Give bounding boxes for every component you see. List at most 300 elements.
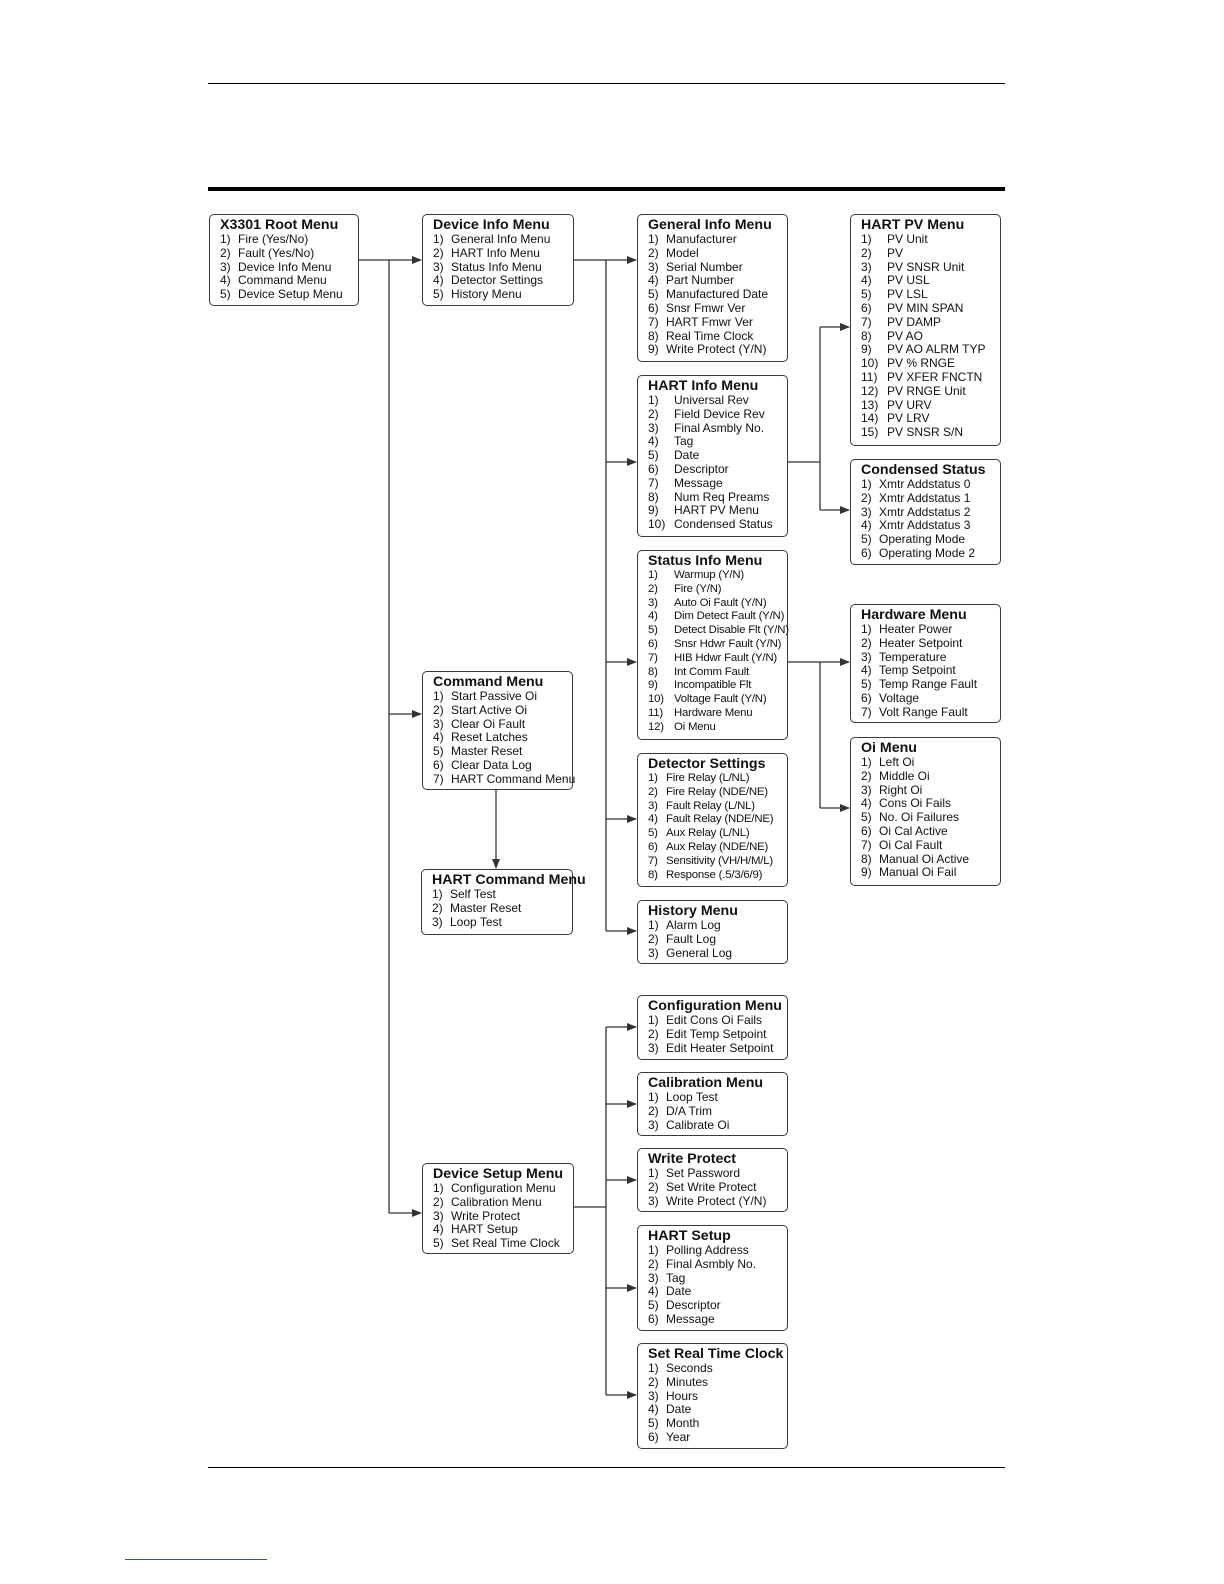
- menu-item-label: Heater Setpoint: [879, 635, 963, 650]
- menu-item: [648, 449, 787, 463]
- menu-item-label: Manufactured Date: [666, 287, 769, 302]
- menu-item-number: 1): [648, 1243, 659, 1257]
- menu-item-number: 2): [648, 1103, 659, 1118]
- menu-item-number: 2): [433, 1194, 444, 1209]
- menu-item-number: 6): [648, 300, 659, 315]
- menu-item-label: Descriptor: [674, 461, 729, 476]
- menu-item: [861, 825, 1000, 839]
- menu-item-label: Date: [666, 1284, 692, 1299]
- menu-item: [433, 1196, 573, 1210]
- menu-item: [648, 827, 787, 841]
- menu-item-number: 9): [861, 342, 872, 357]
- menu-item-number: 6): [648, 637, 658, 650]
- menu-item-label: Start Active Oi: [451, 702, 528, 717]
- menu-item-number: 8): [648, 868, 658, 881]
- menu-item-label: Xmtr Addstatus 3: [879, 518, 971, 533]
- menu-item-label: Response (.5/3/6/9): [666, 868, 763, 881]
- menu-item: [648, 569, 787, 583]
- menu-item: [433, 771, 576, 787]
- menu-title: HART Info Menu: [648, 378, 759, 394]
- menu-item-label: Num Req Preams: [674, 489, 770, 504]
- menu-item-number: 11): [648, 706, 664, 719]
- menu-item-number: 5): [648, 1416, 659, 1431]
- menu-item-label: Device Info Menu: [238, 259, 332, 274]
- menu-item-label: Set Real Time Clock: [451, 1236, 560, 1251]
- menu-item-number: 8): [861, 328, 872, 343]
- menu-item-list: [648, 1091, 787, 1132]
- menu-item: [861, 784, 1000, 798]
- menu-item: [432, 902, 572, 916]
- menu-item-label: Year: [666, 1429, 691, 1444]
- menu-item-label: Snsr Hdwr Fault (Y/N): [674, 637, 782, 650]
- menu-item-number: 4): [648, 1402, 659, 1417]
- menu-item: [648, 274, 787, 288]
- menu-item-number: 3): [861, 504, 872, 519]
- menu-item-label: Condensed Status: [674, 517, 773, 532]
- menu-item-number: 3): [433, 1208, 444, 1223]
- menu-item-label: Month: [666, 1416, 700, 1431]
- menu-item-label: Clear Oi Fault: [451, 716, 526, 731]
- menu-item-label: Write Protect (Y/N): [666, 342, 767, 357]
- menu-item-number: 8): [648, 489, 659, 504]
- menu-item: [433, 718, 572, 732]
- menu-item-number: 7): [861, 704, 872, 719]
- menu-title: Detector Settings: [648, 756, 766, 772]
- menu-item-number: 1): [648, 918, 659, 932]
- menu-item: [648, 1272, 787, 1286]
- menu-item-number: 2): [648, 785, 658, 798]
- menu-item-label: D/A Trim: [666, 1103, 713, 1118]
- menu-item-label: Oi Cal Active: [879, 823, 948, 838]
- menu-item-number: 3): [648, 1388, 659, 1403]
- menu-title: HART PV Menu: [861, 217, 965, 233]
- menu-item-label: Fire (Y/N): [674, 582, 722, 595]
- menu-item-label: PV % RNGE: [887, 356, 956, 371]
- menu-item-label: Command Menu: [238, 273, 327, 288]
- menu-item-list: [648, 1167, 787, 1208]
- menu-item: [648, 933, 787, 947]
- menu-item-label: Set Write Protect: [666, 1179, 757, 1194]
- menu-item: [861, 261, 1000, 275]
- menu-item-label: HART Fmwr Ver: [666, 314, 753, 329]
- menu-item: [648, 302, 787, 316]
- menu-item: [648, 919, 787, 933]
- menu-item: [433, 274, 573, 288]
- menu-item-number: 12): [648, 720, 664, 733]
- menu-item-number: 1): [648, 1013, 659, 1027]
- menu-box-device-setup: [422, 1163, 574, 1254]
- menu-item: [433, 704, 572, 718]
- menu-item-number: 1): [861, 622, 872, 636]
- menu-item-label: PV XFER FNCTN: [887, 369, 983, 384]
- menu-item: [220, 247, 358, 261]
- menu-item: [861, 547, 1000, 561]
- menu-item: [648, 477, 787, 491]
- menu-item: [861, 343, 1000, 357]
- menu-item-label: Left Oi: [879, 755, 915, 769]
- menu-item-number: 7): [861, 837, 872, 852]
- menu-item-label: Part Number: [666, 273, 735, 288]
- menu-item-number: 4): [648, 1284, 659, 1299]
- menu-item-number: 5): [648, 827, 658, 840]
- menu-item-label: PV SNSR Unit: [887, 259, 965, 274]
- menu-item-label: Universal Rev: [674, 393, 749, 407]
- menu-item-label: Final Asmbly No.: [666, 1256, 757, 1271]
- menu-item-number: 1): [432, 887, 443, 901]
- menu-box-general-info: [637, 214, 788, 362]
- menu-item: [861, 866, 1000, 880]
- menu-item: [648, 1028, 787, 1042]
- menu-item-number: 3): [433, 259, 444, 274]
- menu-item-list: [648, 1244, 787, 1327]
- menu-item-number: 3): [861, 259, 872, 274]
- menu-item-label: Tag: [666, 1270, 686, 1285]
- menu-item-number: 6): [648, 1311, 659, 1326]
- menu-item-number: 6): [433, 757, 444, 772]
- menu-item: [433, 1237, 573, 1251]
- menu-item-number: 1): [861, 477, 872, 491]
- menu-item-number: 2): [648, 1374, 659, 1389]
- menu-item: [220, 233, 358, 247]
- menu-title: HART Setup: [648, 1228, 731, 1244]
- menu-item: [648, 408, 787, 422]
- menu-item: [648, 1014, 787, 1028]
- menu-item-label: Manufacturer: [666, 232, 737, 246]
- menu-item-number: 6): [861, 690, 872, 705]
- menu-box-root: [209, 214, 359, 306]
- menu-item: [433, 690, 572, 704]
- menu-box-hart-pv: [850, 214, 1001, 446]
- menu-item-number: 4): [648, 813, 658, 826]
- menu-item-number: 5): [861, 287, 872, 302]
- menu-item: [861, 478, 1000, 492]
- menu-item-label: Fire (Yes/No): [238, 232, 309, 246]
- menu-item: [648, 813, 787, 827]
- menu-item: [433, 233, 573, 247]
- menu-item-number: 2): [861, 768, 872, 783]
- menu-item: [861, 288, 1000, 302]
- menu-item-label: HART Setup: [451, 1222, 518, 1237]
- menu-item-list: [648, 1362, 787, 1445]
- menu-item: [648, 1167, 787, 1181]
- menu-item-number: 4): [648, 610, 658, 623]
- menu-item-list: [861, 233, 1000, 440]
- menu-item-number: 9): [648, 342, 659, 357]
- menu-item-label: Edit Cons Oi Fails: [666, 1013, 763, 1027]
- menu-item: [861, 623, 1000, 637]
- menu-item-label: Device Setup Menu: [238, 287, 343, 302]
- menu-item-number: 7): [861, 314, 872, 329]
- menu-item: [861, 247, 1000, 261]
- menu-item-number: 10): [648, 693, 664, 706]
- menu-item-label: Calibrate Oi: [666, 1117, 730, 1132]
- menu-item-number: 8): [648, 665, 658, 678]
- menu-item: [648, 261, 787, 275]
- menu-item-label: Xmtr Addstatus 1: [879, 490, 971, 505]
- menu-item-label: Manual Oi Active: [879, 851, 970, 866]
- menu-item-number: 1): [220, 232, 231, 246]
- menu-item: [648, 693, 787, 707]
- menu-item: [861, 637, 1000, 651]
- menu-item: [861, 756, 1000, 770]
- menu-item-number: 3): [648, 259, 659, 274]
- menu-item-label: Start Passive Oi: [451, 689, 538, 703]
- menu-item-list: [861, 478, 1000, 561]
- menu-item: [861, 506, 1000, 520]
- menu-item: [861, 692, 1000, 706]
- menu-title: Status Info Menu: [648, 553, 763, 569]
- menu-item: [648, 491, 787, 505]
- menu-item-number: 10): [648, 517, 666, 532]
- menu-item-label: Fire Relay (L/NL): [666, 772, 750, 784]
- menu-item-label: PV: [887, 245, 904, 260]
- menu-box-hart-info: [637, 375, 788, 537]
- menu-item-label: Status Info Menu: [451, 259, 542, 274]
- menu-item-number: 7): [648, 475, 659, 490]
- menu-box-calibration: [637, 1072, 788, 1136]
- menu-box-device-info: [422, 214, 574, 306]
- menu-item-label: Real Time Clock: [666, 328, 754, 343]
- menu-item: [648, 394, 787, 408]
- menu-item-number: 1): [433, 689, 444, 703]
- menu-item: [433, 759, 572, 773]
- menu-item-label: Minutes: [666, 1374, 709, 1389]
- menu-item-number: 5): [861, 810, 872, 825]
- menu-item-number: 2): [220, 245, 231, 260]
- menu-item-label: HART PV Menu: [674, 503, 759, 518]
- menu-item: [648, 1195, 787, 1209]
- menu-item-number: 5): [648, 1298, 659, 1313]
- menu-item-number: 1): [648, 569, 658, 581]
- menu-item-number: 1): [648, 1166, 659, 1180]
- menu-item-label: HART Info Menu: [451, 245, 540, 260]
- menu-title: X3301 Root Menu: [220, 217, 339, 233]
- menu-item-label: Date: [674, 448, 700, 463]
- menu-item: [433, 1210, 573, 1224]
- menu-item: [432, 916, 572, 930]
- menu-item: [648, 1362, 787, 1376]
- menu-item-label: Descriptor: [666, 1298, 721, 1313]
- menu-item: [648, 1299, 787, 1313]
- menu-item-label: Right Oi: [879, 782, 923, 797]
- menu-title: Oi Menu: [861, 740, 917, 756]
- menu-item: [648, 504, 787, 518]
- menu-item-number: 1): [861, 755, 872, 769]
- menu-item-label: PV MIN SPAN: [887, 300, 964, 315]
- menu-item-label: Heater Power: [879, 622, 953, 636]
- menu-item-number: 9): [648, 679, 658, 692]
- menu-item-number: 7): [648, 854, 658, 867]
- menu-item: [648, 679, 787, 693]
- menu-item-list: [648, 233, 787, 357]
- menu-item: [648, 666, 787, 680]
- menu-item: [648, 343, 787, 357]
- menu-item-label: Edit Temp Setpoint: [666, 1026, 767, 1041]
- menu-item-number: 14): [861, 411, 879, 426]
- menu-item-label: Aux Relay (NDE/NE): [666, 840, 769, 853]
- menu-item: [433, 745, 572, 759]
- menu-item-label: PV LSL: [887, 287, 928, 302]
- menu-item-number: 8): [648, 328, 659, 343]
- menu-item-number: 5): [220, 287, 231, 302]
- menu-item-number: 2): [433, 245, 444, 260]
- menu-item: [861, 357, 1000, 371]
- menu-item-label: Fault Relay (NDE/NE): [666, 813, 774, 826]
- menu-item-label: Fault Relay (L/NL): [666, 799, 755, 812]
- menu-item-label: Seconds: [666, 1361, 713, 1375]
- menu-item: [648, 247, 787, 261]
- menu-item-label: Oi Cal Fault: [879, 837, 943, 852]
- menu-item-number: 6): [861, 823, 872, 838]
- menu-item-label: Loop Test: [450, 914, 502, 929]
- menu-item: [861, 274, 1000, 288]
- menu-item-number: 3): [648, 1117, 659, 1132]
- menu-item-label: PV SNSR S/N: [887, 425, 964, 440]
- menu-item-label: Detect Disable Flt (Y/N): [674, 624, 789, 637]
- menu-title: Device Setup Menu: [433, 1166, 564, 1182]
- menu-item-number: 4): [433, 273, 444, 288]
- menu-item: [648, 610, 787, 624]
- menu-item: [648, 1258, 787, 1272]
- menu-item: [648, 316, 787, 330]
- menu-item-number: 4): [861, 796, 872, 811]
- menu-item-number: 3): [861, 782, 872, 797]
- menu-item-list: [648, 1014, 787, 1055]
- menu-item-list: [861, 623, 1000, 720]
- menu-item-label: Set Password: [666, 1166, 741, 1180]
- menu-item-label: Fire Relay (NDE/NE): [666, 785, 768, 798]
- menu-item-list: [433, 689, 576, 787]
- menu-item-list: [433, 233, 573, 302]
- menu-item: [648, 233, 787, 247]
- menu-item-number: 6): [648, 461, 659, 476]
- menu-item: [648, 463, 787, 477]
- menu-item-label: Middle Oi: [879, 768, 930, 783]
- menu-item-number: 1): [648, 393, 659, 407]
- menu-box-hart-command: [421, 869, 586, 935]
- menu-box-configuration: [637, 995, 788, 1060]
- menu-item: [861, 399, 1000, 413]
- menu-item: [648, 1417, 787, 1431]
- menu-item: [648, 1244, 787, 1258]
- menu-item-number: 6): [648, 1429, 659, 1444]
- menu-item-label: PV USL: [887, 273, 930, 288]
- menu-item-label: Int Comm Fault: [674, 665, 750, 678]
- menu-item-number: 2): [648, 245, 659, 260]
- menu-item-list: [861, 756, 1000, 880]
- menu-item: [648, 583, 787, 597]
- menu-item-label: Model: [666, 245, 699, 260]
- menu-box-hardware: [850, 604, 1001, 723]
- menu-item-label: Reset Latches: [451, 730, 528, 745]
- menu-item-label: Serial Number: [666, 259, 743, 274]
- menu-item-number: 3): [648, 945, 659, 960]
- menu-item-label: PV URV: [887, 397, 932, 412]
- menu-item-label: Cons Oi Fails: [879, 796, 952, 811]
- menu-item-number: 1): [433, 232, 444, 246]
- menu-item-label: Fault Log: [666, 931, 717, 946]
- menu-item-number: 2): [861, 245, 872, 260]
- menu-item: [648, 772, 787, 786]
- menu-item-number: 5): [648, 448, 659, 463]
- menu-item-number: 5): [433, 744, 444, 759]
- menu-item-label: Voltage Fault (Y/N): [674, 693, 767, 706]
- menu-item-number: 1): [648, 232, 659, 246]
- menu-item-label: History Menu: [451, 287, 522, 302]
- menu-box-history: [637, 900, 788, 964]
- menu-item-label: HART Command Menu: [451, 771, 576, 786]
- menu-item-label: Warmup (Y/N): [674, 569, 744, 581]
- menu-item-label: Manual Oi Fail: [879, 865, 957, 880]
- menu-title: Write Protect: [648, 1151, 737, 1167]
- menu-item-number: 2): [648, 931, 659, 946]
- menu-item-list: [648, 919, 787, 960]
- menu-title: History Menu: [648, 903, 738, 919]
- menu-item: [433, 1223, 573, 1237]
- menu-item: [861, 706, 1000, 720]
- menu-item-label: Final Asmbly No.: [674, 420, 765, 435]
- menu-item: [861, 519, 1000, 533]
- menu-item-number: 4): [433, 1222, 444, 1237]
- menu-item-number: 13): [861, 397, 879, 412]
- menu-item: [861, 839, 1000, 853]
- menu-item: [433, 731, 572, 745]
- menu-item-label: Polling Address: [666, 1243, 749, 1257]
- menu-item-number: 4): [648, 434, 659, 449]
- menu-box-hart-setup: [637, 1225, 788, 1331]
- menu-item-number: 3): [648, 1270, 659, 1285]
- menu-item-number: 3): [648, 1040, 659, 1055]
- menu-item: [648, 855, 787, 869]
- menu-item: [648, 1376, 787, 1390]
- menu-item: [648, 1285, 787, 1299]
- menu-item-label: Configuration Menu: [451, 1181, 556, 1195]
- menu-item-list: [648, 772, 787, 882]
- menu-item-number: 2): [648, 1026, 659, 1041]
- menu-item-number: 3): [432, 914, 443, 929]
- menu-item-label: Xmtr Addstatus 0: [879, 477, 971, 491]
- menu-item-label: Temperature: [879, 649, 947, 664]
- menu-item-label: Operating Mode 2: [879, 545, 976, 560]
- menu-item: [432, 888, 572, 902]
- menu-item-label: Hardware Menu: [674, 706, 753, 719]
- menu-item-label: Xmtr Addstatus 2: [879, 504, 971, 519]
- menu-item-number: 2): [648, 1179, 659, 1194]
- menu-item-label: PV Unit: [887, 232, 928, 246]
- menu-item-label: Temp Range Fault: [879, 677, 978, 692]
- menu-item: [648, 624, 787, 638]
- menu-item-number: 4): [648, 273, 659, 288]
- menu-item-label: Sensitivity (VH/H/M/L): [666, 854, 773, 867]
- menu-item: [648, 518, 787, 532]
- menu-item: [861, 330, 1000, 344]
- menu-item-label: PV DAMP: [887, 314, 942, 329]
- menu-item-number: 12): [861, 383, 879, 398]
- menu-title: Calibration Menu: [648, 1075, 764, 1091]
- menu-item-label: PV AO: [887, 328, 924, 343]
- menu-item: [648, 786, 787, 800]
- menu-item: [861, 678, 1000, 692]
- menu-item: [861, 797, 1000, 811]
- menu-item-number: 2): [861, 635, 872, 650]
- menu-item: [861, 533, 1000, 547]
- menu-item-list: [433, 1182, 573, 1251]
- menu-item-number: 1): [648, 1090, 659, 1104]
- menu-item-list: [220, 233, 358, 302]
- menu-item-label: Edit Heater Setpoint: [666, 1040, 774, 1055]
- menu-item-number: 6): [861, 545, 872, 560]
- menu-item-number: 4): [433, 730, 444, 745]
